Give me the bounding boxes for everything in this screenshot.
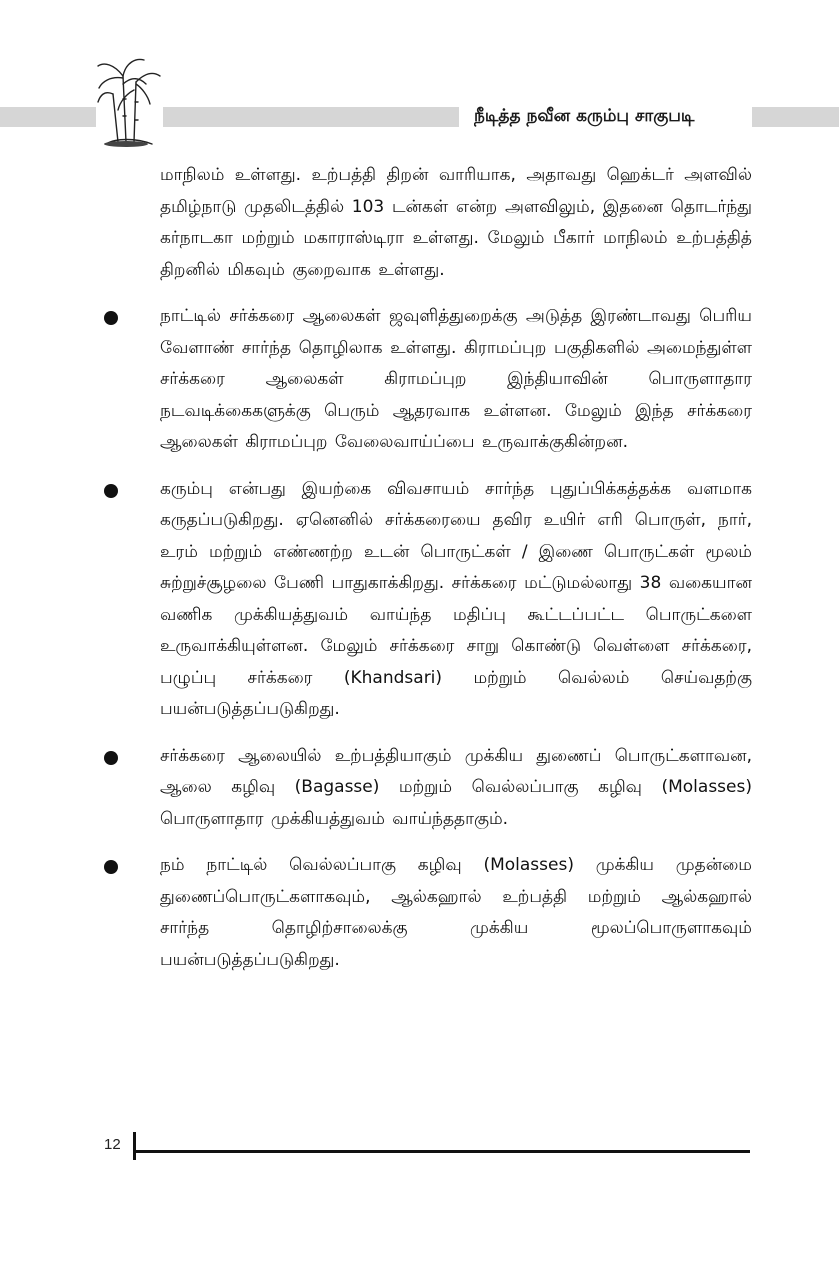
header-band-middle: [163, 107, 459, 127]
bullet-text: நாட்டில் சர்க்கரை ஆலைகள் ஜவுளித்துறைக்கு அடுத்த இரண்டாவது பெரிய வேளாண் சார்ந்த தொழிலாக உள்ளது. கிராமப்புற பகுதிகளில் அமைந்துள்ள சர்க்கரை ஆலைகள் கிராமப்புற இந்தியாவின் பொருளாதார நடவடிக்கைகளுக்கு பெரும் ஆதரவாக உள்ளன. மேலும் இந்த சர்க்கரை ஆலைகள் கிராமப்புற வேலைவாய்ப்பை உருவாக்குகின்றன.: [160, 306, 752, 452]
bullet-text: நம் நாட்டில் வெல்லப்பாகு கழிவு (Molasses) முக்கிய முதன்மை துணைப்பொருட்களாகவும், ஆல்கஹால் உற்பத்தி மற்றும் ஆல்கஹால் சார்ந்த தொழிற்சாலைக்கு முக்கிய மூலப்பொருளாகவும் பயன்படுத்தப்படுகிறது.: [160, 855, 752, 970]
bullet-dot-icon: [104, 484, 118, 498]
header-band-left: [0, 107, 96, 127]
bullet-dot-icon: [104, 860, 118, 874]
bullet-item: [160, 741, 752, 836]
bullet-text: கரும்பு என்பது இயற்கை விவசாயம் சார்ந்த புதுப்பிக்கத்தக்க வளமாக கருதப்படுகிறது. ஏனெனில் சர்க்கரையை தவிர உயிர் எரி பொருள், நார், உரம் மற்றும் எண்ணற்ற உடன் பொருட்கள் / இணை பொருட்கள் மூலம் சுற்றுச்சூழலை பேணி பாதுகாக்கிறது. சர்க்கரை மட்டுமல்லாது 38 வகையான வணிக முக்கியத்துவம் வாய்ந்த மதிப்பு கூட்டப்பட்ட பொருட்களை உருவாக்கியுள்ளன. மேலும் சர்க்கரை சாறு கொண்டு வெள்ளை சர்க்கரை, பழுப்பு சர்க்கரை (Khandsari) மற்றும் வெல்லம் செய்வதற்கு பயன்படுத்தப்படுகிறது.: [160, 478, 752, 719]
intro-paragraph: மாநிலம் உள்ளது. உற்பத்தி திறன் வாரியாக, அதாவது ஹெக்டர் அளவில் தமிழ்நாடு முதலிடத்தில் 103 டன்கள் என்ற அளவிலும், இதனை தொடர்ந்து கர்நாடகா மற்றும் மகாராஸ்டிரா உள்ளது. மேலும் பீகார் மாநிலம் உற்பத்தித் திறனில் மிகவும் குறைவாக உள்ளது.: [160, 165, 752, 280]
bullet-item: [160, 301, 752, 459]
header-band-right: [752, 107, 839, 127]
bullet-item: [160, 850, 752, 976]
page-number: 12: [104, 1136, 121, 1153]
sugarcane-icon: [96, 54, 162, 150]
bullet-dot-icon: [104, 751, 118, 765]
bullet-dot-icon: [104, 311, 118, 325]
footer-vertical-rule: [133, 1132, 136, 1160]
page-body: [160, 160, 752, 991]
bullet-item: [160, 474, 752, 726]
footer-horizontal-rule: [133, 1150, 750, 1153]
running-header-title: நீடித்த நவீன கரும்பு சாகுபடி: [474, 106, 695, 126]
bullet-text: சர்க்கரை ஆலையில் உற்பத்தியாகும் முக்கிய துணைப் பொருட்களாவன, ஆலை கழிவு (Bagasse) மற்றும் வெல்லப்பாகு கழிவு (Molasses) பொருளாதார முக்கியத்துவம் வாய்ந்ததாகும்.: [160, 745, 752, 829]
